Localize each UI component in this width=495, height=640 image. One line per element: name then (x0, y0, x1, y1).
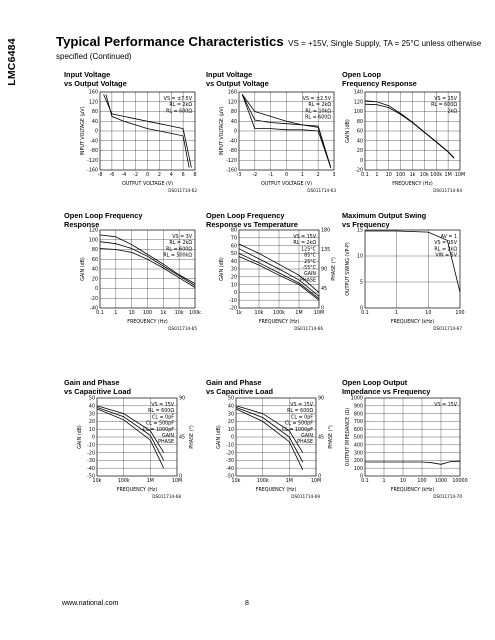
panel-title-line2: vs Output Voltage (64, 79, 127, 88)
y-tick-label: 100 (353, 110, 363, 116)
y-tick-label: 20 (230, 275, 237, 281)
annotation-label: VIN = 5V (435, 253, 457, 259)
annotation-label: RL = 2kΩ (169, 241, 192, 247)
figure-id: DS011714-70 (433, 494, 462, 499)
y-tick-label: 0 (359, 158, 363, 164)
y-axis-label: INPUT VOLTAGE (µV) (220, 106, 225, 156)
x-tick-label: 100 (142, 311, 153, 316)
y-tick-label: -20 (87, 451, 95, 457)
x-tick-label: 1 (375, 173, 379, 178)
x-axis-label: FREQUENCY (Hz) (255, 488, 297, 493)
annotation-label: VS = 15V (293, 235, 316, 240)
x-tick-label: 10k (92, 479, 102, 484)
y2-tick-label: 0 (321, 306, 325, 312)
y-tick-label: 50 (88, 396, 95, 402)
x-tick-label: 100 (455, 311, 465, 316)
y-tick-label: 300 (353, 451, 363, 457)
y-axis-label: OUTPUT SWING (VP-P) (346, 242, 351, 296)
annotation-label: RL = 500kΩ (163, 253, 192, 259)
y2-tick-label: 45 (179, 435, 186, 441)
panel-title-line2: Response vs Temperature (206, 220, 298, 229)
y-tick-label: 900 (353, 404, 363, 410)
annotation-label: RL = 600Ω (166, 109, 192, 115)
panel-title-line1: Input Voltage (64, 70, 111, 79)
y-tick-label: 120 (88, 228, 98, 234)
y-tick-label: 140 (353, 90, 363, 96)
x-axis-label: OUTPUT VOLTAGE (V) (260, 182, 313, 187)
x-tick-label: -3 (236, 173, 242, 178)
annotation-label: 125°C (301, 247, 316, 253)
y-tick-label: 100 (353, 466, 363, 472)
x-tick-label: 10000 (452, 479, 468, 484)
y2-tick-label: 90 (318, 396, 325, 402)
x-tick-label: 100k (273, 311, 285, 316)
y-tick-label: 50 (230, 252, 237, 258)
series-line (365, 101, 454, 158)
x-tick-label: 0.1 (96, 311, 104, 316)
y-tick-label: -40 (226, 466, 234, 472)
y2-tick-label: 180 (321, 228, 331, 234)
x-axis-label: FREQUENCY (Hz) (116, 488, 158, 493)
y-tick-label: -80 (229, 149, 237, 155)
y-tick-label: -160 (226, 168, 237, 174)
annotation-label: 25°C (304, 259, 316, 265)
annotation-label: PHASE (300, 278, 316, 284)
figure-id: DS011714-62 (168, 188, 197, 193)
x-tick-label: 1M (444, 173, 452, 178)
annotation-label: VS = 15V (434, 97, 457, 102)
y-tick-label: 60 (91, 257, 98, 263)
y-tick-label: 5 (359, 280, 363, 286)
x-tick-label: -6 (109, 173, 115, 178)
x-tick-label: 10k (254, 311, 264, 316)
annotation-label: -55°C (302, 266, 316, 271)
x-tick-label: 1k (409, 173, 416, 178)
y-tick-label: -160 (87, 168, 98, 174)
y-tick-label: -20 (226, 451, 234, 457)
x-axis-label: FREQUENCY (Hz) (127, 320, 168, 325)
y-tick-label: 80 (230, 110, 237, 116)
y-tick-label: 10 (227, 427, 234, 433)
chart-8 (365, 398, 460, 476)
y-tick-label: 10 (88, 427, 95, 433)
x-tick-label: -2 (133, 173, 139, 178)
annotation-label: PHASE (158, 440, 174, 446)
y-tick-label: 40 (356, 139, 363, 145)
y-tick-label: 15 (356, 228, 363, 234)
annotation-label: VS = ±2.5V (302, 97, 331, 102)
panel-title-line1: Input Voltage (206, 70, 253, 79)
annotation-label: CL = 500pF (145, 421, 174, 427)
y-tick-label: 10 (230, 283, 237, 289)
x-tick-label: 2 (157, 173, 161, 178)
x-tick-label: 100 (396, 173, 406, 178)
y-tick-label: -30 (226, 459, 234, 465)
annotation-label: PHASE (297, 440, 313, 446)
x-tick-label: 0.1 (361, 479, 369, 484)
x-tick-label: 10M (313, 311, 325, 316)
y2-tick-label: 45 (321, 287, 328, 293)
annotation-label: RL = 2kΩ (293, 241, 316, 247)
x-tick-label: 10 (425, 311, 432, 316)
y2-axis-label: PHASE (°) (329, 425, 334, 449)
y2-tick-label: 0 (318, 474, 322, 480)
x-axis-label: FREQUENCY (Hz) (392, 182, 433, 187)
annotation-label: RL = 600Ω (287, 409, 313, 415)
y-tick-label: -10 (229, 298, 237, 304)
series-line (365, 461, 460, 464)
y2-axis-label: PHASE (°) (332, 257, 337, 281)
y-tick-label: 0 (233, 129, 237, 135)
y-axis-label: GAIN (dB) (81, 257, 86, 281)
y-tick-label: -40 (90, 306, 98, 312)
y-tick-label: 40 (230, 119, 237, 125)
y-tick-label: 80 (230, 228, 237, 234)
x-tick-label: 10k (231, 479, 241, 484)
y-tick-label: -50 (226, 474, 234, 480)
y-tick-label: -30 (87, 459, 95, 465)
y-axis-label: GAIN (dB) (217, 425, 222, 449)
y-tick-label: 120 (353, 100, 363, 106)
y2-tick-label: 45 (318, 435, 325, 441)
figure-id: DS011714-66 (294, 326, 323, 331)
y-tick-label: 0 (94, 129, 98, 135)
panel-title-line2: vs Output Voltage (206, 79, 269, 88)
x-tick-label: -8 (97, 173, 103, 178)
x-tick-label: 1M (285, 479, 293, 484)
panel-title-line2: Response (64, 220, 100, 229)
annotation-label: CL = 1000pF (142, 427, 174, 433)
y-tick-label: 120 (227, 100, 237, 106)
y-tick-label: 20 (356, 149, 363, 155)
y-tick-label: 80 (356, 119, 363, 125)
annotation-label: VS = ±7.5V (163, 97, 192, 102)
x-tick-label: 100k (430, 173, 443, 178)
y-axis-label: GAIN (dB) (220, 257, 225, 281)
y-axis-label: OUTPUT IMPEDANCE (Ω) (346, 407, 351, 467)
test-conditions: VS = +15V, Single Supply, TA = 25°C unless otherwise (288, 39, 482, 48)
y-tick-label: 160 (227, 90, 237, 96)
y-tick-label: 20 (88, 420, 95, 426)
annotation-label: CL = 0pF (291, 415, 313, 421)
x-tick-label: 3 (332, 173, 336, 178)
panel-title-line2: vs Capacitive Load (206, 387, 273, 396)
annotation-label: GAIN (300, 434, 313, 439)
y-tick-label: 40 (91, 119, 98, 125)
x-tick-label: 1 (382, 479, 386, 484)
y-tick-label: 800 (353, 412, 363, 418)
panel-title-line1: Open Loop Frequency (64, 211, 143, 220)
x-tick-label: 10 (128, 311, 135, 316)
y-tick-label: -20 (355, 168, 363, 174)
panel-title-line2: vs Capacitive Load (64, 387, 131, 396)
annotation-label: CL = 1000pF (281, 427, 313, 433)
y-tick-label: 30 (88, 412, 95, 418)
y-tick-label: 700 (353, 420, 363, 426)
x-tick-label: 10 (385, 173, 392, 178)
x-tick-label: 1 (114, 311, 118, 316)
panel-title-line1: Open Loop Output (342, 378, 408, 387)
x-axis-label: OUTPUT VOLTAGE (V) (121, 182, 174, 187)
y-tick-label: 0 (230, 435, 234, 441)
x-tick-label: -2 (252, 173, 258, 178)
x-tick-label: -1 (268, 173, 274, 178)
x-tick-label: 0.1 (361, 311, 369, 316)
y-tick-label: 40 (88, 404, 95, 410)
y-axis-label: GAIN (dB) (346, 119, 351, 143)
y-tick-label: 50 (227, 396, 234, 402)
panel-title-line1: Gain and Phase (206, 378, 262, 387)
y-tick-label: 400 (353, 443, 363, 449)
annotation-label: GAIN (161, 434, 174, 439)
x-tick-label: 2 (316, 173, 320, 178)
footer-page-number: 8 (245, 600, 249, 607)
footer-website: www.national.com (62, 600, 119, 607)
y-tick-label: 200 (353, 459, 363, 465)
x-tick-label: 1M (146, 479, 154, 484)
y-tick-label: -120 (87, 158, 98, 164)
y-axis-label: INPUT VOLTAGE (µV) (81, 106, 86, 156)
annotation-label: GAIN (303, 272, 316, 278)
x-tick-label: 100k (189, 311, 201, 316)
annotation-label: RL = 600Ω (148, 409, 174, 415)
y-tick-label: 600 (353, 427, 363, 433)
annotation-label: 85°C (304, 253, 316, 259)
x-tick-label: 100k (256, 479, 269, 484)
y-tick-label: -20 (90, 296, 98, 302)
panel-title-line2: Frequency Response (342, 79, 417, 88)
panel-title-line2: Impedance vs Frequency (342, 387, 431, 396)
annotation-label: RL = 10kΩ (305, 109, 331, 115)
y-tick-label: -120 (226, 158, 237, 164)
y-tick-label: 40 (230, 259, 237, 265)
y-axis-label: GAIN (dB) (78, 425, 83, 449)
panel-title-line1: Open Loop Frequency (206, 211, 285, 220)
panel-title-line1: Gain and Phase (64, 378, 120, 387)
y-tick-label: 40 (91, 267, 98, 273)
section-subtitle: specified (Continued) (56, 52, 132, 61)
annotation-label: RL = 600Ω (305, 115, 331, 121)
figure-id: DS011714-64 (433, 188, 462, 193)
y-tick-label: 40 (227, 404, 234, 410)
annotation-label: VS = 3V (172, 235, 192, 240)
y-tick-label: 30 (227, 412, 234, 418)
y-tick-label: 1000 (350, 396, 363, 402)
y-tick-label: 500 (353, 435, 363, 441)
y-tick-label: 60 (230, 244, 237, 250)
annotation-label: CL = 0pF (152, 415, 174, 421)
x-tick-label: 0.1 (361, 173, 369, 178)
x-tick-label: 0 (145, 173, 150, 178)
y-tick-label: 120 (88, 100, 98, 106)
y-tick-label: 0 (91, 435, 95, 441)
figure-id: DS011714-67 (433, 326, 462, 331)
y-tick-label: 20 (91, 277, 98, 283)
x-tick-label: 6 (181, 173, 185, 178)
y-tick-label: -10 (226, 443, 234, 449)
y-tick-label: 100 (88, 238, 98, 244)
x-axis-label: FREQUENCY (kHz) (390, 320, 435, 325)
x-tick-label: 1 (300, 173, 304, 178)
panel-title-line1: Maximum Output Swing (342, 211, 427, 220)
annotation-label: RL = 600Ω (431, 103, 457, 109)
x-tick-label: 8 (193, 173, 197, 178)
y-tick-label: 0 (359, 474, 363, 480)
x-axis-label: FREQUENCY (kHz) (390, 488, 435, 493)
figure-id: DS011714-63 (307, 188, 336, 193)
y-tick-label: 80 (91, 248, 98, 254)
x-tick-label: 10M (454, 173, 466, 178)
y-tick-label: 0 (359, 306, 363, 312)
y-tick-label: 0 (233, 291, 237, 297)
x-tick-label: 10 (399, 479, 407, 484)
y2-tick-label: 135 (321, 248, 331, 254)
x-tick-label: 1k (160, 311, 167, 316)
x-tick-label: 100k (117, 479, 130, 484)
annotation-label: 2kΩ (447, 109, 457, 115)
x-tick-label: 10M (310, 479, 322, 484)
section-title: Typical Performance Characteristics (56, 34, 284, 49)
annotation-label: AV = 1 (440, 235, 457, 240)
part-number: LMC6484 (5, 38, 18, 86)
x-tick-label: 0 (284, 173, 289, 178)
x-tick-label: 1000 (434, 479, 448, 484)
y2-tick-label: 0 (179, 474, 183, 480)
figure-id: DS011714-65 (168, 326, 197, 331)
y-tick-label: 0 (94, 287, 98, 293)
panel-title-line2: vs Frequency (342, 220, 390, 229)
annotation-label: VS = 15V (434, 241, 457, 247)
figure-id: DS011714-69 (291, 494, 320, 499)
x-tick-label: 4 (169, 173, 173, 178)
y-tick-label: -80 (90, 149, 98, 155)
annotation-label: RL = 2kΩ (308, 103, 331, 109)
y-tick-label: -50 (87, 474, 95, 480)
y2-tick-label: 90 (179, 396, 186, 402)
y-tick-label: -40 (87, 466, 95, 472)
x-tick-label: 10M (171, 479, 183, 484)
annotation-label: RL = 600Ω (166, 247, 192, 253)
y-tick-label: -10 (87, 443, 95, 449)
y-tick-label: -40 (229, 139, 237, 145)
annotation-label: VS = 15V (151, 403, 174, 408)
x-tick-label: 1k (236, 311, 242, 316)
x-tick-label: -4 (121, 173, 127, 178)
y-tick-label: 80 (91, 110, 98, 116)
x-tick-label: 10k (174, 311, 184, 316)
figure-id: DS011714-68 (152, 494, 181, 499)
x-axis-label: FREQUENCY (Hz) (258, 320, 300, 325)
x-tick-label: 1 (395, 311, 399, 316)
y-tick-label: 30 (230, 267, 237, 273)
y-tick-label: 10 (356, 254, 363, 260)
x-tick-label: 1M (295, 311, 303, 316)
y-tick-label: 60 (356, 129, 363, 135)
annotation-label: RL = 2kΩ (434, 247, 457, 253)
annotation-label: VS = 15V (290, 403, 313, 408)
panel-title-line1: Open Loop (342, 70, 381, 79)
x-tick-label: 100 (417, 479, 427, 484)
y-tick-label: -20 (229, 306, 237, 312)
annotation-label: RL = 2kΩ (169, 103, 192, 109)
y2-tick-label: 90 (321, 267, 328, 273)
annotation-label: CL = 500pF (284, 421, 313, 427)
y-tick-label: 20 (227, 420, 234, 426)
y-tick-label: 160 (88, 90, 98, 96)
annotation-label: VS = 15V (434, 403, 457, 408)
y-tick-label: 70 (230, 236, 237, 242)
y2-axis-label: PHASE (°) (190, 425, 195, 449)
y-tick-label: -40 (90, 139, 98, 145)
x-tick-label: 10k (419, 173, 429, 178)
series-line (365, 104, 454, 158)
